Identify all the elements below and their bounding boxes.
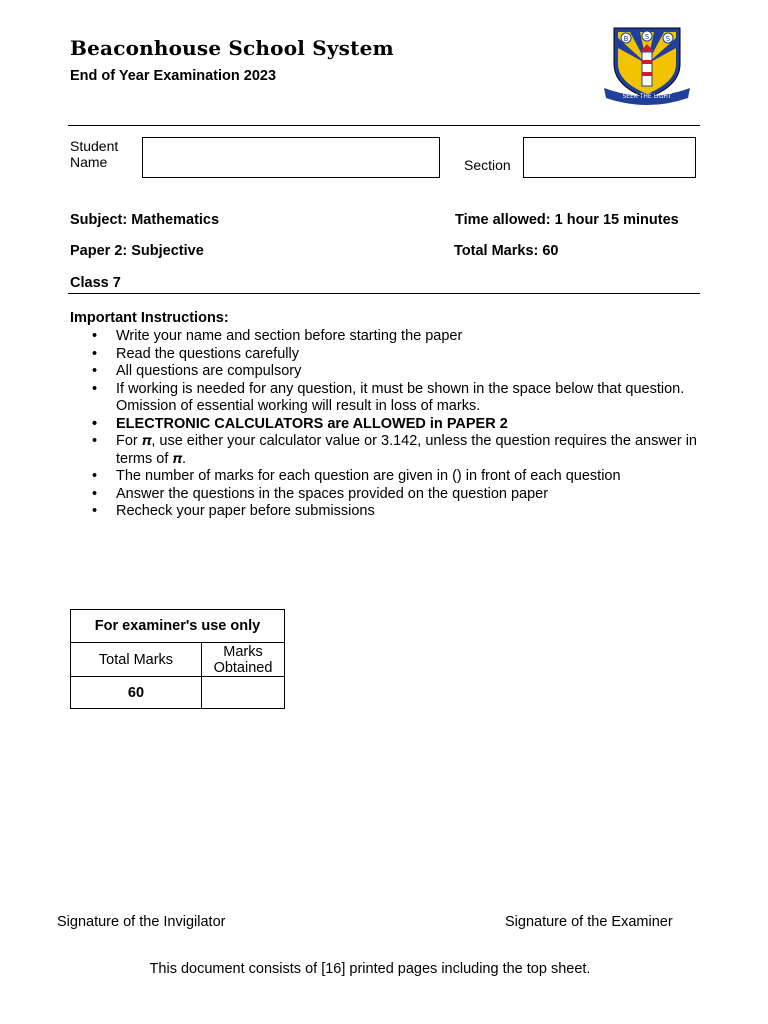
header-divider	[68, 125, 700, 126]
instruction-item: • ELECTRONIC CALCULATORS are ALLOWED in PAPER 2	[116, 416, 726, 434]
school-name: Beaconhouse School System	[70, 36, 394, 60]
instruction-item: • If working is needed for any question, it must be shown in the space below that question. Omission of essential working will result in loss of marks.	[116, 381, 726, 416]
time-allowed-label: Time allowed: 1 hour 15 minutes	[455, 212, 679, 228]
crest-letter-b: B	[623, 35, 629, 43]
marks-obtained-header: Marks Obtained	[202, 643, 285, 677]
total-marks-header: Total Marks	[71, 643, 202, 677]
info-divider	[68, 293, 700, 294]
instructions-list	[70, 328, 726, 521]
total-marks-value: 60	[71, 677, 202, 709]
crest-letter-s1: S	[644, 33, 650, 41]
crest-motto: SEEK THE LIGHT	[622, 93, 672, 100]
instruction-item: • Answer the questions in the spaces provided on the question paper	[116, 486, 726, 504]
crest-letter-s2: S	[665, 35, 671, 43]
subject-label: Subject: Mathematics	[70, 212, 220, 228]
examiner-table-title: For examiner's use only	[71, 610, 285, 643]
invigilator-signature-label: Signature of the Invigilator	[57, 914, 226, 930]
section-field[interactable]	[523, 137, 696, 178]
instruction-item: • Read the questions carefully	[116, 346, 726, 364]
page-count-footer: This document consists of [16] printed pages including the top sheet.	[149, 961, 591, 977]
paper-label: Paper 2: Subjective	[70, 243, 204, 259]
student-name-label: Student Name	[70, 138, 119, 170]
marks-obtained-field[interactable]	[202, 677, 285, 709]
examiner-table	[70, 609, 285, 709]
instructions-heading: Important Instructions:	[70, 310, 229, 326]
instruction-item: • Recheck your paper before submissions	[116, 503, 726, 521]
class-label: Class 7	[70, 275, 121, 291]
school-crest-icon	[600, 24, 694, 106]
student-name-field[interactable]	[142, 137, 440, 178]
examiner-signature-label: Signature of the Examiner	[505, 914, 673, 930]
instruction-item: • The number of marks for each question are given in () in front of each question	[116, 468, 726, 486]
exam-title: End of Year Examination 2023	[70, 68, 277, 84]
instruction-item: • Write your name and section before starting the paper	[116, 328, 726, 346]
total-marks-label: Total Marks: 60	[454, 243, 559, 259]
instruction-item: • All questions are compulsory	[116, 363, 726, 381]
section-label: Section	[464, 157, 511, 173]
instruction-item: • For 𝝅, use either your calculator value or 3.142, unless the question requires the answer in terms of 𝝅.	[116, 433, 726, 468]
